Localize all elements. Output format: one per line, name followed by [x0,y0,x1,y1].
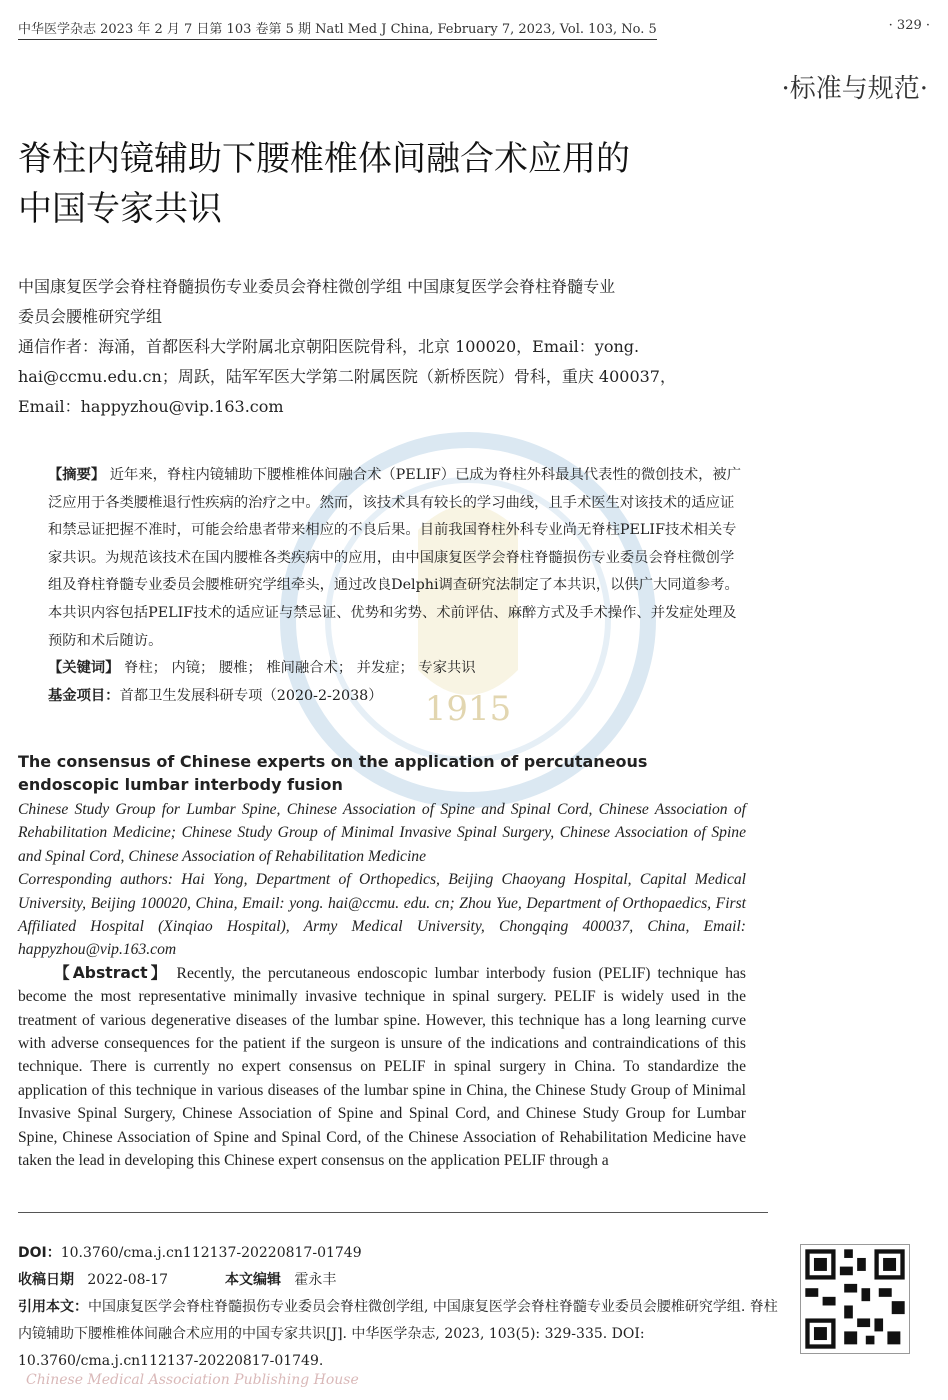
page-number: · 329 · [888,18,930,33]
citation-line [18,1294,778,1375]
english-abstract-text: Recently, the percutaneous endoscopic lumbar interbody fusion (PELIF) technique has become the most representative minimally invasive technique in spinal surgery. PELIF is widely used in the treatment of various degenerative diseases of the lumbar spine. However, this technique has a long learning curve with adverse consequences for the patient if the surgeon is unsure of the indications and contraindications of this technique. There is currently no expert consensus on PELIF in spinal surgery in China. To standardize the application of this technique in various diseases of the lumbar spine in China, the Chinese Study Group of Minimal Invasive Spinal Surgery, Chinese Association of Spine and Spinal Cord, and Chinese Study Group for Lumbar Spine, Chinese Association of Spine and Spinal Cord, of the Chinese Association of Rehabilitation Medicine have taken the lead in developing this Chinese expert consensus on the application PELIF through a [18,964,746,1170]
abstract-cn-paragraph [18,462,746,655]
doi-value: 10.3760/cma.j.cn112137-20220817-01749 [60,1245,362,1261]
authors-line: 中国康复医学会脊柱脊髓损伤专业委员会脊柱微创学组 中国康复医学会脊柱脊髓专业 [18,277,616,296]
cite-text: 中国康复医学会脊柱脊髓损伤专业委员会脊柱微创学组, 中国康复医学会脊柱脊髓专业委员会腰椎研究学组. 脊柱内镜辅助下腰椎椎体间融合术应用的中国专家共识[J]. 中华医学杂志, 2023, 103(5): 329-335. DOI: 10.3760/cma.j.cn112137-20220817-01749. [18,1299,778,1369]
doi-line [18,1240,778,1267]
section-label: ·标准与规范· [781,74,928,104]
fund-line [18,683,746,711]
title-line-1: 脊柱内镜辅助下腰椎椎体间融合术应用的 [18,139,630,179]
running-header [18,18,930,40]
keywords-label: 【关键词】 [48,660,120,677]
article-footer [18,1240,778,1375]
editor-label: 本文编辑 [224,1272,281,1288]
title-line-2: 中国专家共识 [18,189,222,229]
fund-text: 首都卫生发展科研专项（2020-2-2038） [119,687,383,704]
abstract-cn-label: 【摘要】 [48,467,106,483]
doi-label: DOI： [18,1245,61,1261]
cite-label: 引用本文： [18,1299,88,1315]
watermark-year: 1915 [424,689,512,729]
publisher-mark: Chinese Medical Association Publishing House [26,1372,359,1388]
english-corresponding: Corresponding authors: Hai Yong, Department of Orthopedics, Beijing Chaoyang Hospital, Capital Medical University, Beijing 100020, China, Email: yong. hai@ccmu. edu. cn; Zhou Yue, Department of Orthopaedics, First Affiliated Hospital (Xinqiao Hospital), Army Medical University, Chongqing 400037, China, Email: happyzhou@vip.163.com [18,871,746,959]
received-label: 收稿日期 [18,1272,74,1288]
article-title [18,134,778,234]
author-affiliations [18,272,748,422]
footer-divider [18,1212,768,1213]
qr-code-icon [800,1244,910,1354]
keywords-line [18,655,746,683]
corresponding-line: 通信作者：海涌，首都医科大学附属北京朝阳医院骨科，北京 100020，Email：yong. [18,337,640,356]
corresponding-line: Email：happyzhou@vip.163.com [18,397,284,416]
received-line [18,1267,778,1294]
english-abstract-block [18,750,746,1173]
editor-value: 霍永丰 [294,1272,337,1288]
corresponding-line: hai@ccmu.edu.cn；周跃，陆军军医大学第二附属医院（新桥医院）骨科，重庆 400037， [18,367,676,386]
journal-citation-header: 中华医学杂志 2023 年 2 月 7 日第 103 卷第 5 期 Natl Med J China, February 7, 2023, Vol. 103, No. 5 [18,18,657,40]
abstract-cn-text: 近年来，脊柱内镜辅助下腰椎椎体间融合术（PELIF）已成为脊柱外科最具代表性的微创技术，被广泛应用于各类腰椎退行性疾病的治疗之中。然而，该技术具有较长的学习曲线，且手术医生对该技术的适应证和禁忌证把握不准时，可能会给患者带来相应的不良后果。目前我国脊柱外科专业尚无脊柱PELIF技术相关专家共识。为规范该技术在国内腰椎各类疾病中的应用，由中国康复医学会脊柱脊髓损伤专业委员会脊柱微创学组及脊柱脊髓专业委员会腰椎研究学组牵头，通过改良Delphi调查研究法制定了本共识，以供广大同道参考。本共识内容包括PELIF技术的适应证与禁忌证、优势和劣势、术前评估、麻醉方式及手术操作、并发症处理及预防和术后随访。 [48,467,742,649]
authors-line: 委员会腰椎研究学组 [18,307,163,326]
english-groups: Chinese Study Group for Lumbar Spine, Chinese Association of Spine and Spinal Cord, Chinese Association of Rehabilitation Medicine; Chinese Study Group of Minimal Invasive Spinal Surgery, Chinese Association of Spine and Spinal Cord, Chinese Association of Rehabilitation Medicine [18,801,746,865]
english-title: The consensus of Chinese experts on the application of percutaneous endoscopic lumbar interbody fusion [18,752,648,794]
fund-label: 基金项目： [48,687,120,704]
english-abstract [18,962,746,1173]
keywords-text: 脊柱； 内镜； 腰椎； 椎间融合术； 并发症； 专家共识 [124,660,476,677]
abstract-cn [18,462,746,710]
english-abstract-label: 【Abstract】 [54,963,170,982]
received-value: 2022-08-17 [87,1272,169,1288]
